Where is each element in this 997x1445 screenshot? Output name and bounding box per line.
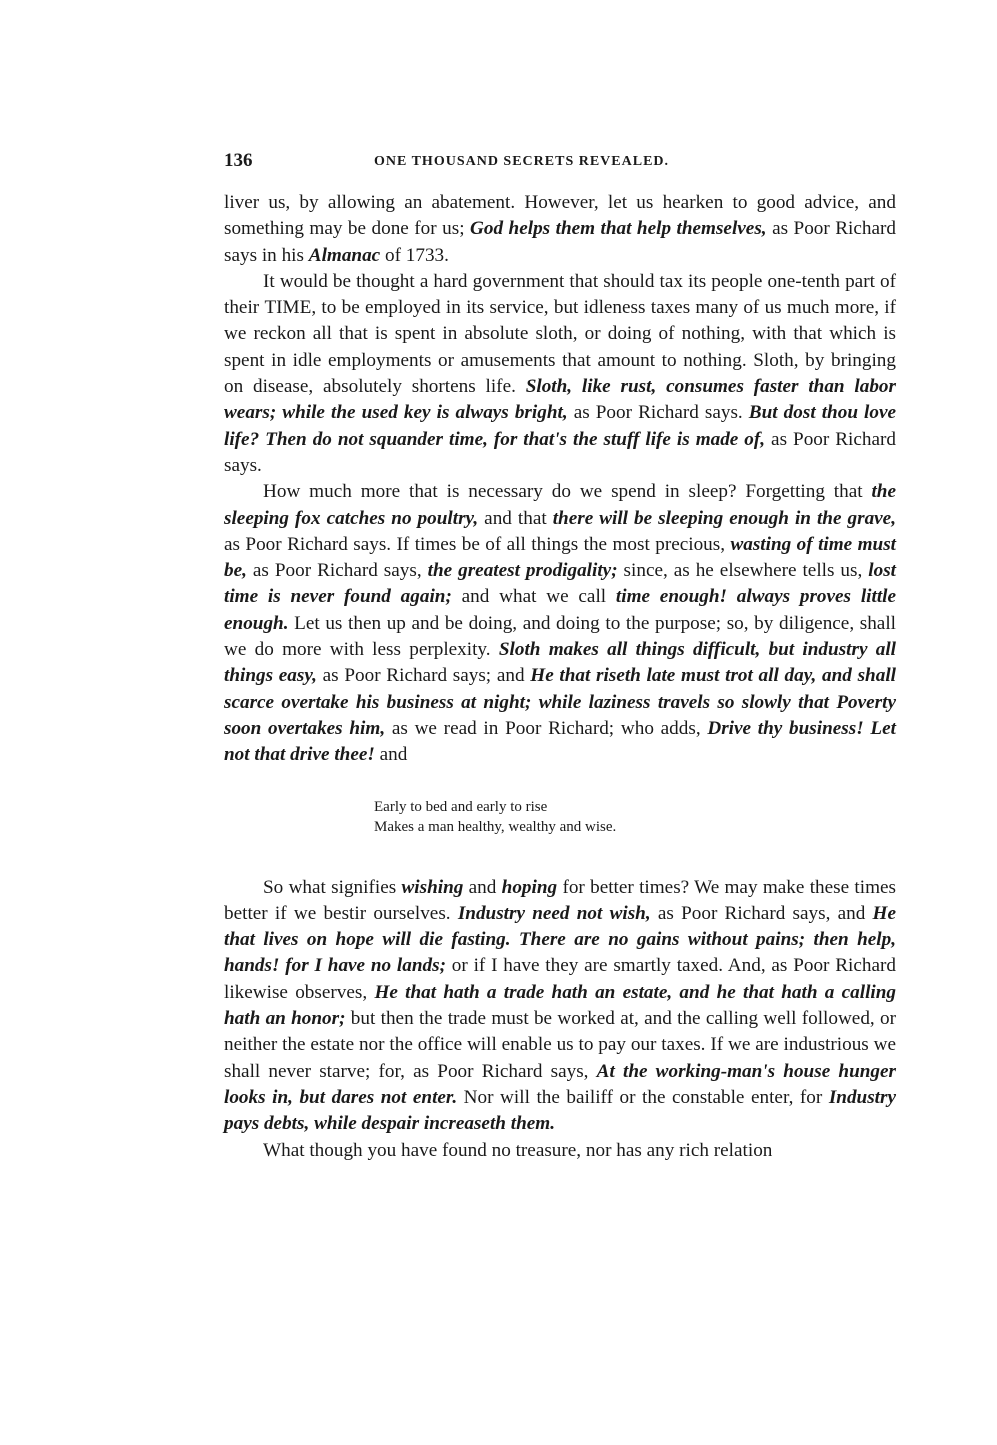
running-title: ONE THOUSAND SECRETS REVEALED.	[374, 154, 670, 169]
text-run: and	[463, 876, 502, 898]
verse-quote	[374, 797, 896, 837]
text-run: as Poor Richard says in his	[224, 218, 896, 266]
emphasis-run: God helps them that help themselves,	[470, 218, 767, 240]
emphasis-run: lost time is never found again;	[224, 560, 896, 608]
emphasis-run: He that lives on hope will die fasting. There are no gains without pains; then help, hands! for I have no lands;	[224, 902, 896, 977]
emphasis-run: Sloth, like rust, consumes faster than labor wears; while the used key is always bright,	[224, 376, 896, 424]
text-run: and what we call	[451, 586, 616, 608]
emphasis-run: the sleeping fox catches no poultry,	[224, 481, 896, 529]
text-run: So what signifies	[263, 876, 402, 898]
paragraph-4	[224, 875, 896, 1138]
text-run: as Poor Richard says; and	[316, 665, 531, 687]
text-run: as Poor Richard says. If times be of all things the most precious,	[224, 533, 731, 555]
emphasis-run: He that hath a trade hath an estate, and he that hath a calling hath an honor;	[224, 981, 897, 1030]
emphasis-run: while laziness travels so slowly that Poverty soon overtakes him,	[224, 691, 896, 739]
paragraph-2	[224, 269, 896, 479]
text-run: as Poor Richard says.	[224, 428, 896, 476]
verse-line-2: Makes a man healthy, wealthy and wise.	[374, 818, 617, 835]
text-run	[531, 692, 538, 713]
emphasis-run: Industry need not wish,	[457, 902, 651, 924]
text-run: , to be employed in its service, but idleness taxes many of us much more, if we reckon all that is spent in absolute sloth, or doing of nothing, with that which is spent in idle employments or amusements that amount to nothing. Sloth, by bringing on disease, absolutely shortens life.	[224, 297, 896, 398]
paragraph-3	[224, 479, 896, 768]
emphasis-run: At the working-man's house hunger looks in, but dares not enter.	[224, 1060, 896, 1108]
emphasis-run: Industry pays debts, while despair increaseth them.	[224, 1086, 896, 1135]
emphasis-run: Almanac	[308, 244, 381, 266]
text-run: as Poor Richard says.	[567, 402, 749, 424]
text-run: Let us then up and be doing, and doing to the purpose; so, by diligence, shall we do more with less perplexity.	[224, 612, 896, 661]
emphasis-run: hoping	[501, 876, 558, 898]
text-run: but then the trade must be worked at, and the calling well followed, or neither the estate nor the office will enable us to pay our taxes. If we are industrious we shall never starve; for, as Poor Richard says,	[224, 1008, 896, 1082]
paragraph-5	[224, 1138, 896, 1164]
emphasis-run: He that riseth late must trot all day, and shall scarce overtake his business at night;	[224, 665, 896, 713]
emphasis-run: the greatest prodigality;	[427, 560, 618, 582]
text-run: of 1733.	[380, 244, 449, 266]
body-text	[224, 190, 896, 1164]
text-run: It would be thought a hard government that should tax its people one-tenth part of their	[224, 270, 896, 319]
emphasis-run: time enough! always proves little enough.	[224, 586, 896, 634]
text-run: liver us, by allowing an abatement. However, let us hearken to good advice, and something may be done for us;	[224, 192, 896, 240]
text-run: Nor will the bailiff or the constable enter, for	[457, 1086, 829, 1108]
running-head	[224, 146, 896, 176]
book-page	[224, 146, 896, 1164]
verse-line-1: Early to bed and early to rise	[374, 798, 548, 815]
emphasis-run: But dost thou love life? Then do not squander time, for that's the stuff life is made of,	[224, 402, 897, 450]
text-run: and	[374, 744, 408, 766]
emphasis-run: Sloth makes all things difficult, but industry all things easy,	[224, 639, 897, 687]
text-run: for better times? We may make these times better if we bestir ourselves.	[224, 876, 896, 924]
emphasis-run: wishing	[401, 876, 464, 898]
text-run: or if I have they are smartly taxed. And, as Poor Richard likewise observes,	[224, 955, 896, 1003]
text-run: How much more that is necessary do we spend in sleep? Forgetting that	[263, 481, 872, 503]
paragraph-1	[224, 190, 896, 269]
text-run: as Poor Richard says,	[246, 560, 428, 582]
small-caps-run: TIME	[264, 297, 312, 319]
emphasis-run: wasting of time must be,	[224, 533, 896, 582]
text-run: What though you have found no treasure, nor has any rich relation	[263, 1139, 773, 1161]
page-number: 136	[224, 150, 253, 171]
emphasis-run: Drive thy business! Let not that drive thee!	[224, 717, 896, 766]
emphasis-run: there will be sleeping enough in the grave,	[552, 507, 896, 529]
text-run: and that	[478, 507, 553, 529]
text-run: as Poor Richard says, and	[650, 902, 873, 924]
text-run: since, as he elsewhere tells us,	[617, 560, 869, 582]
text-run: as we read in Poor Richard; who adds,	[385, 717, 708, 739]
